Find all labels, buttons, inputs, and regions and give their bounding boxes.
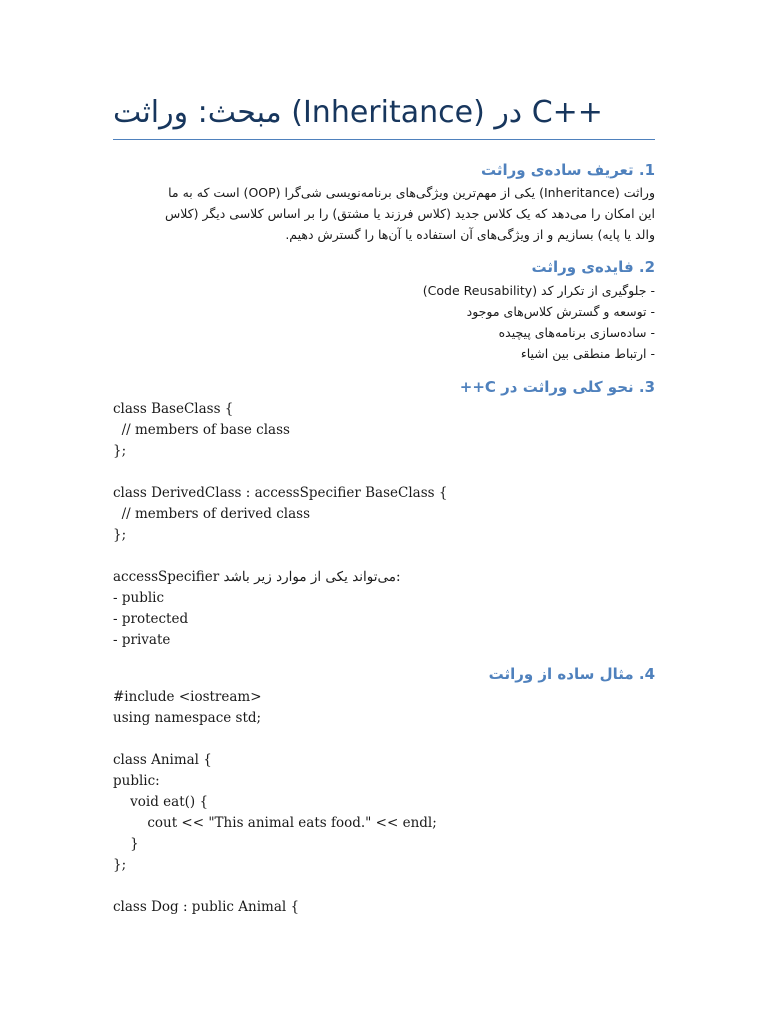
section-1-line-3: والد یا پایه) بسازیم و از ویژگی‌های آن استفاده یا آن‌ها را گسترش دهیم. xyxy=(285,227,655,242)
code-line: class Dog : public Animal { xyxy=(113,899,300,915)
code-line: // members of derived class xyxy=(113,506,311,522)
code-line: }; xyxy=(113,443,127,459)
section-1-line-1: وراثت (Inheritance) یکی از مهم‌ترین ویژگی‌های برنامه‌نویسی شی‌گرا (OOP) است که به ما xyxy=(168,185,655,200)
code-line: class BaseClass { xyxy=(113,401,234,417)
section-1-heading: 1. تعریف ساده‌ی وراثت xyxy=(480,161,655,179)
code-line: - public xyxy=(113,590,165,606)
code-line: #include <iostream> xyxy=(113,689,262,705)
code-line: using namespace std; xyxy=(113,710,262,726)
title-underline xyxy=(113,139,655,140)
code-line: void eat() { xyxy=(113,794,209,810)
code-line: class DerivedClass : accessSpecifier BaseClass { xyxy=(113,485,448,501)
code-line: - private xyxy=(113,632,171,648)
code-line: cout << "This animal eats food." << endl; xyxy=(113,815,437,831)
list-item: - جلوگیری از تکرار کد (Code Reusability) xyxy=(422,283,655,298)
section-4-heading: 4. مثال ساده از وراثت xyxy=(488,665,655,683)
code-line: } xyxy=(113,836,139,852)
code-line: public: xyxy=(113,773,160,789)
page-title: مبحث: وراثت (Inheritance) در C++ xyxy=(113,95,603,130)
code-line: }; xyxy=(113,527,127,543)
list-item: - ساده‌سازی برنامه‌های پیچیده xyxy=(498,325,655,340)
code-line: accessSpecifier می‌تواند یکی از موارد زیر باشد: xyxy=(113,569,401,585)
code-line: // members of base class xyxy=(113,422,290,438)
code-line: }; xyxy=(113,857,127,873)
list-item: - توسعه و گسترش کلاس‌های موجود xyxy=(466,304,655,319)
list-item: - ارتباط منطقی بین اشیاء xyxy=(520,346,655,361)
code-line: - protected xyxy=(113,611,189,627)
section-1-line-2: این امکان را می‌دهد که یک کلاس جدید (کلاس فرزند یا مشتق) را بر اساس کلاسی دیگر (کلاس xyxy=(164,206,655,221)
code-line: class Animal { xyxy=(113,752,212,768)
section-3-heading: 3. نحو کلی وراثت در C++ xyxy=(459,378,655,396)
section-2-heading: 2. فایده‌ی وراثت xyxy=(531,258,655,276)
